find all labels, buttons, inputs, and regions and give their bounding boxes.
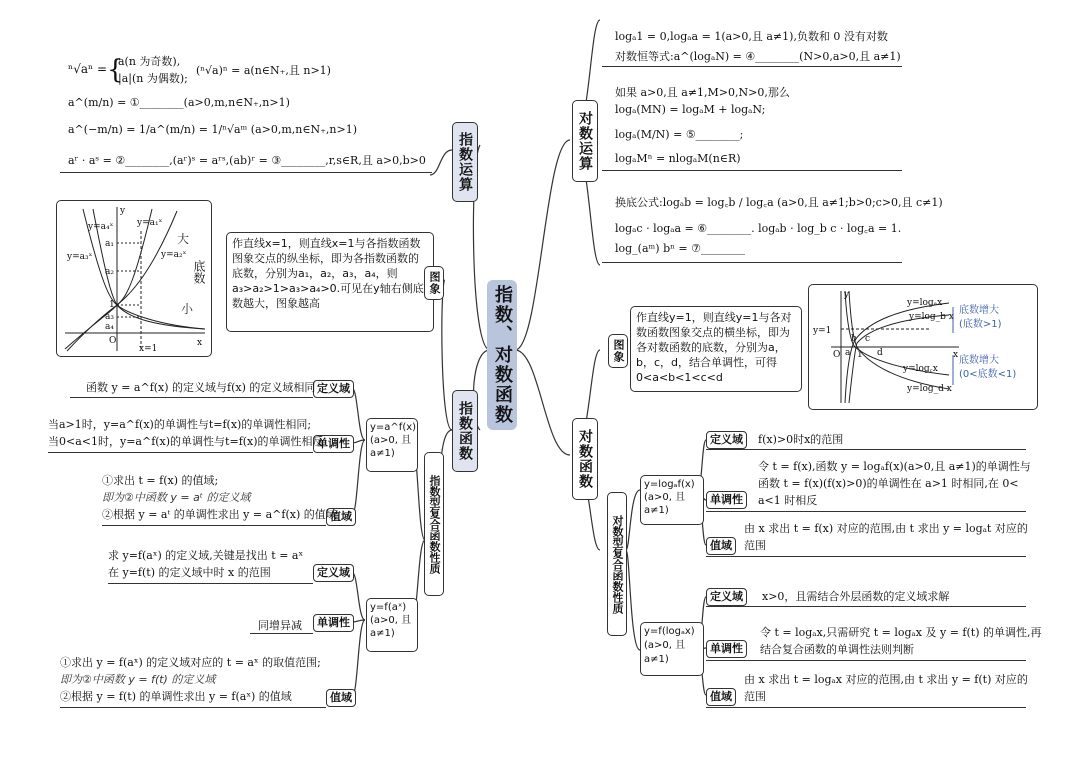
label-y-a4x: y=a₄ˣ <box>88 222 114 232</box>
exp-composite-label: 指数型复合函数性质 <box>424 452 444 596</box>
log-graph-frame <box>808 284 1038 410</box>
power-rules: aʳ · aˢ = ②________,(aʳ)ˢ = aʳˢ,(ab)ʳ = ③________,r,s∈R,且 a>0,b>0 <box>68 154 426 167</box>
log-graph <box>809 285 1037 409</box>
exp-func-label: 指数函数 <box>452 390 478 472</box>
tick-d: d <box>877 348 883 358</box>
log-composite-label: 对数型复合函数性质 <box>607 492 627 636</box>
log-chain: logₐc · logₐa = ⑥________. logₐb · log_b c · log꜀a = 1. <box>615 222 902 235</box>
x-equals-1-label: x=1 <box>139 344 158 354</box>
radical-brace: { <box>107 55 124 85</box>
exp-g2-range-label: 值域 <box>326 689 356 707</box>
exp-graph <box>57 201 211 356</box>
tick-a: a <box>845 348 851 358</box>
exp-g2-mono-label: 单调性 <box>313 614 354 632</box>
label-log-b: y=log_b x <box>909 312 954 322</box>
log-g2-domain-label: 定义域 <box>706 588 747 606</box>
exp-graph-label: 图象 <box>424 266 444 300</box>
log-g1-domain-text: f(x)>0时x的范围 <box>758 433 844 446</box>
log-g2-range-text2: 范围 <box>744 690 766 703</box>
log-identity: 对数恒等式:a^(logₐN) = ④________(N>0,a>0,且 a≠1) <box>615 50 901 63</box>
exp-g1-range-text3: ②根据 y = aᵗ 的单调性求出 y = a^f(x) 的值域 <box>102 508 337 521</box>
tick-one: 1 <box>857 350 863 360</box>
log-g1-domain-label: 定义域 <box>706 431 747 449</box>
log-power: logₐMⁿ = nlogₐM(n∈R) <box>615 152 741 165</box>
inc-big-1b: (底数>1) <box>959 319 1002 330</box>
origin-label: O <box>109 336 117 346</box>
log-g2-mono-label: 单调性 <box>706 640 747 658</box>
base-label: 底数 <box>192 260 206 284</box>
exp-g1-mono-text2: 当0<a<1时，y=a^f(x)的单调性与t=f(x)的单调性相反 <box>48 435 324 448</box>
log-g1-mono-text3: a<1 时相反 <box>758 494 818 507</box>
log-graph-description: 作直线y=1，则直线y=1与各对数函数图象交点的横坐标，即为各对数函数的底数，分别为a，b，c，d，结合单调性，可得0<a<b<1<c<d <box>630 306 802 392</box>
link-center-log-ops <box>515 140 570 350</box>
exp-g1-range-text2: 即为②中函数 y = aᵗ 的定义域 <box>102 491 251 504</box>
log-g2-mono-text2: 结合复合函数的单调性法则判断 <box>760 643 914 656</box>
radical-power: (ⁿ√a)ⁿ = a(n∈N₊,且 n>1) <box>196 64 331 77</box>
inc-big-1: 底数增大 <box>959 305 999 316</box>
log-g2-func: y=f(logₐx) (a>0, 且 a≠1) <box>640 622 704 676</box>
log-g1-func: y=logₐf(x) (a>0, 且 a≠1) <box>640 475 704 525</box>
exp-graph-frame <box>56 200 212 357</box>
exp-g1-func: y=a^f(x) (a>0, 且a≠1) <box>366 418 418 472</box>
tick-a1: a₁ <box>105 239 114 249</box>
exp-g2-domain-text1: 求 y=f(aˣ) 的定义域,关键是找出 t = aˣ <box>108 549 304 562</box>
small-label: 小 <box>181 302 194 316</box>
log-g1-mono-text2: 函数 t = f(x)(f(x)>0)的单调性在 a>1 时相同,在 0< <box>758 477 1019 490</box>
tick-b: b <box>851 334 857 344</box>
exp-g1-domain-label: 定义域 <box>313 380 354 398</box>
log-g1-range-text2: 范围 <box>744 539 766 552</box>
exp-ops-label: 指数运算 <box>452 122 478 202</box>
center-topic: 指数、对数函数 <box>487 280 517 430</box>
log-g1-range-text1: 由 x 求出 t = f(x) 对应的范围,由 t 求出 y = logₐt 对应的 <box>744 522 1028 535</box>
inc-big-2: 底数增大 <box>959 355 999 366</box>
exp-g1-range-label: 值域 <box>326 508 356 526</box>
exp-g2-range-text2: 即为②中函数 y = f(t) 的定义域 <box>60 673 216 686</box>
log-g2-mono-text1: 令 t = logₐx,只需研究 t = logₐx 及 y = f(t) 的单调性,再 <box>760 626 1042 639</box>
origin-label: O <box>833 350 841 360</box>
exp-g1-domain-text: 函数 y = a^f(x) 的定义域与f(x) 的定义域相同 <box>86 381 316 394</box>
log-g2-range-label: 值域 <box>706 688 736 706</box>
log-product: logₐ(MN) = logₐM + logₐN; <box>615 103 766 116</box>
x-axis-label: x <box>197 338 203 348</box>
y-axis-label: y <box>120 206 126 216</box>
log-g2-domain-text: x>0，且需结合外层函数的定义域求解 <box>762 590 950 603</box>
tick-c: c <box>865 334 871 344</box>
exp-g1-mono-label: 单调性 <box>313 435 354 453</box>
log-basic: logₐ1 = 0,logₐa = 1(a>0,且 a≠1),负数和 0 没有对数 <box>615 30 888 43</box>
exp-g1-range-text1: ①求出 t = f(x) 的值域; <box>102 474 219 487</box>
log-graph-label: 图象 <box>608 334 628 368</box>
label-log-a: y=logₐx <box>907 298 943 308</box>
y-equals-1-label: y=1 <box>813 326 832 336</box>
log-ops-label: 对数运算 <box>572 100 598 182</box>
exp-g2-domain-label: 定义域 <box>313 564 354 582</box>
label-y-a2x: y=a₂ˣ <box>161 250 187 260</box>
exp-g2-func: y=f(aˣ) (a>0, 且a≠1) <box>366 598 418 652</box>
log-func-label: 对数函数 <box>572 418 598 500</box>
exp-ops-underline <box>60 172 432 173</box>
log-if: 如果 a>0,且 a≠1,M>0,N>0,那么 <box>615 86 790 99</box>
tick-a4: a₄ <box>105 322 114 332</box>
tick-a2: a₂ <box>105 267 114 277</box>
log-quotient: logₐ(M/N) = ⑤________; <box>615 128 744 141</box>
negative-fractional-power: a^(−m/n) = 1/a^(m/n) = 1/ⁿ√aᵐ (a>0,m,n∈N₊,n>1) <box>68 123 358 136</box>
log-change-base: 换底公式:logₐb = log꜀b / log꜀a (a>0,且 a≠1;b>0;c>0,且 c≠1) <box>615 196 943 209</box>
exp-g1-mono-text1: 当a>1时，y=a^f(x)的单调性与t=f(x)的单调性相同; <box>48 418 312 431</box>
log-g1-mono-label: 单调性 <box>706 491 747 509</box>
inc-big-2b: (0<底数<1) <box>959 369 1017 380</box>
log-g1-range-label: 值域 <box>706 537 736 555</box>
radical-lhs: ⁿ√aⁿ = <box>68 62 108 76</box>
log-g2-range-text1: 由 x 求出 t = logₐx 对应的范围,由 t 求出 y = f(t) 对应的 <box>744 673 1028 686</box>
label-log-d: y=log_d x <box>907 384 952 394</box>
exp-g2-range-text3: ②根据 y = f(t) 的单调性求出 y = f(aˣ) 的值域 <box>60 690 292 703</box>
label-log-c: y=log꜀x <box>903 364 938 374</box>
case-odd: a(n 为奇数), <box>118 55 181 68</box>
exp-g2-range-text1: ①求出 y = f(aˣ) 的定义域对应的 t = aˣ 的取值范围; <box>60 656 321 669</box>
curve-a2 <box>65 211 177 349</box>
big-label: 大 <box>177 232 190 246</box>
case-even: |a|(n 为偶数); <box>118 72 188 85</box>
tick-one: 1 <box>109 300 115 310</box>
tick-a3: a₃ <box>105 312 114 322</box>
link-center-log-func <box>515 350 570 455</box>
label-y-a3x: y=a₃ˣ <box>67 252 93 262</box>
x-axis-label: x <box>953 350 959 360</box>
fractional-power: a^(m/n) = ①________(a>0,m,n∈N₊,n>1) <box>68 96 290 109</box>
label-y-a1x: y=a₁ˣ <box>137 218 163 228</box>
exp-g2-mono-text: 同增异减 <box>258 619 302 632</box>
log-power-base: log_(aᵐ) bⁿ = ⑦________ <box>615 242 745 255</box>
exp-g2-domain-text2: 在 y=f(t) 的定义域中时 x 的范围 <box>108 566 271 579</box>
log-g1-mono-text1: 令 t = f(x),函数 y = logₐf(x)(a>0,且 a≠1)的单调性与 <box>758 460 1031 473</box>
y-axis-label: y <box>844 290 850 300</box>
exp-graph-description: 作直线x=1，则直线x=1与各指数函数图象交点的纵坐标，即为各指数函数的底数，分别为a₁，a₂，a₃，a₄，则a₃>a₂>1>a₃>a₄>0.可见在y轴右侧底数越大，图象越高 <box>226 232 434 332</box>
